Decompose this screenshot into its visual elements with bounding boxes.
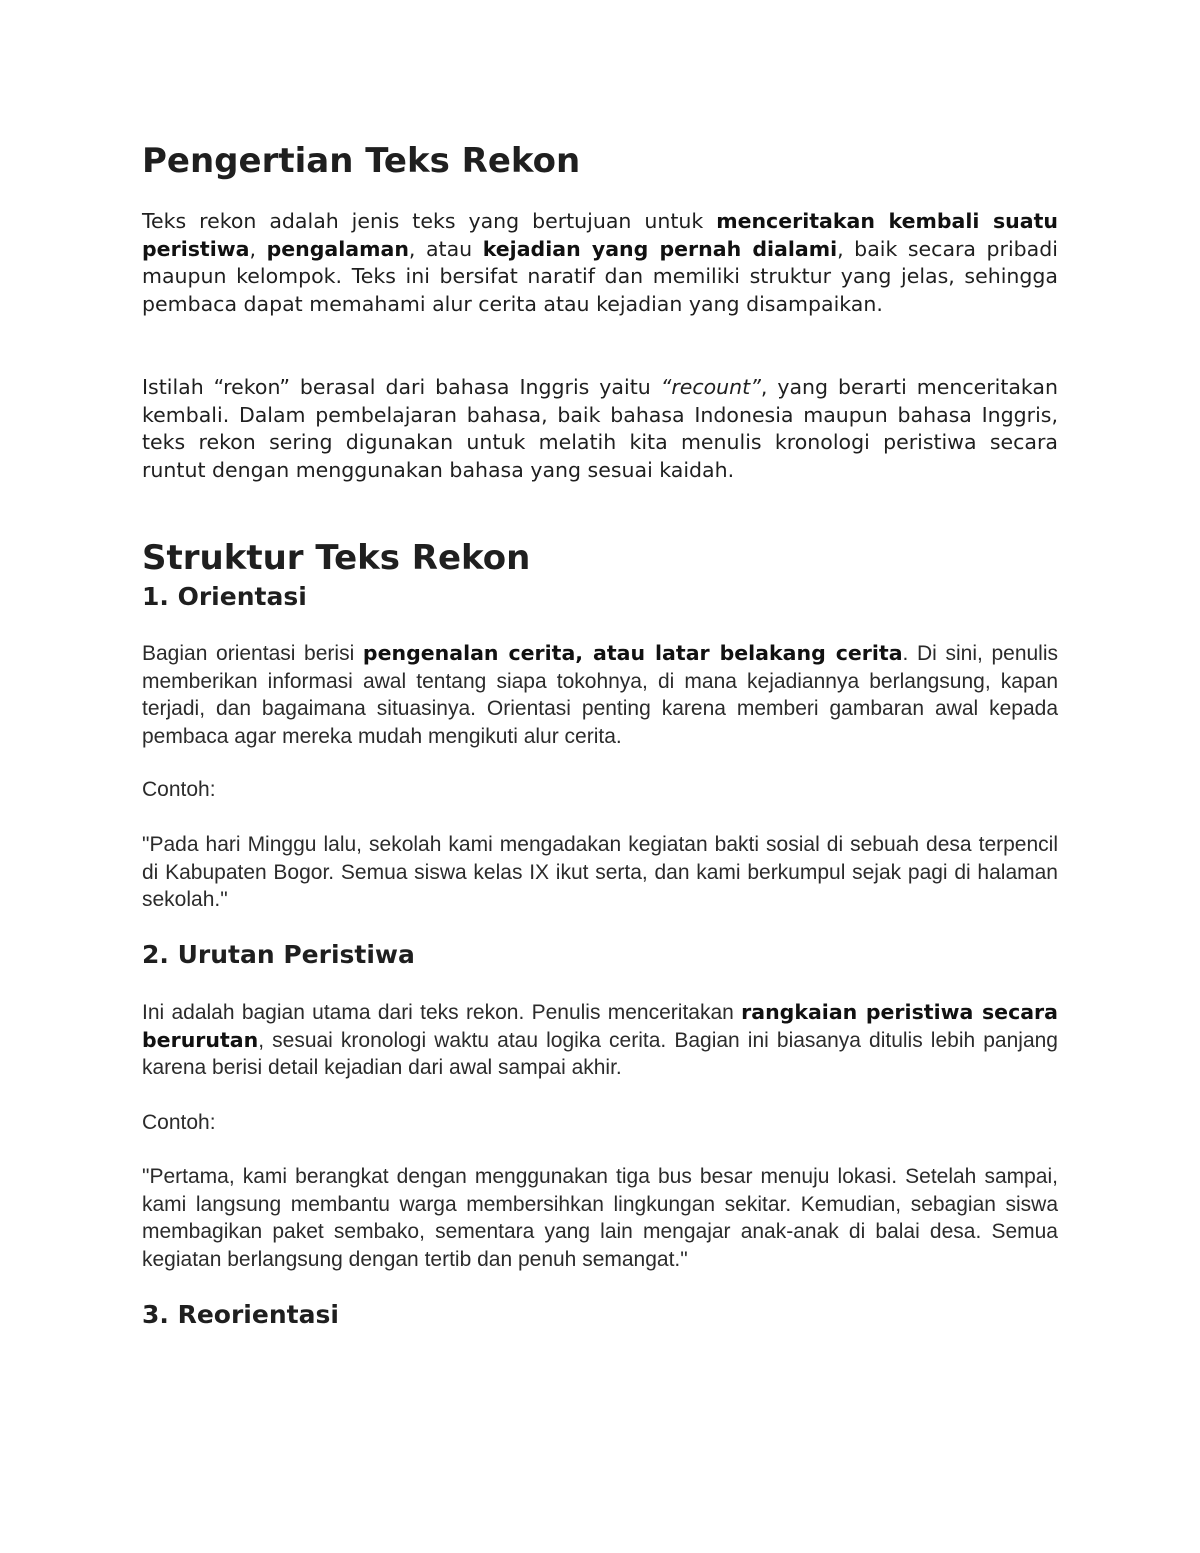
- orientasi-example: "Pada hari Minggu lalu, sekolah kami mengadakan kegiatan bakti sosial di sebuah desa terpencil di Kabupaten Bogor. Semua siswa kelas IX ikut serta, dan kami berkumpul sejak pagi di halaman sekolah.": [142, 833, 1058, 911]
- text-run: . Di sini, penulis memberikan informasi awal tentang siapa tokohnya, di mana kejadiannya berlangsung, kapan terjadi, dan bagaimana situasinya. Orientasi penting karena memberi gambaran awal kepada pembaca agar mereka mudah mengikuti alur cerita.: [142, 642, 1059, 748]
- bold-run: kejadian yang pernah dialami: [482, 236, 838, 261]
- section-title-pengertian: Pengertian Teks Rekon: [142, 141, 581, 181]
- text-run: Istilah “rekon” berasal dari bahasa Inggris yaitu: [142, 375, 661, 399]
- urutan-example-label: Contoh:: [142, 1111, 216, 1134]
- text-run: Ini adalah bagian utama dari teks rekon. Penulis menceritakan: [142, 1001, 742, 1024]
- orientasi-example-label: Contoh:: [142, 778, 216, 801]
- text-run: , yang berarti menceritakan kembali. Dalam pembelajaran bahasa, baik bahasa Indonesia maupun bahasa Inggris, teks rekon sering digunakan untuk melatih kita menulis kronologi peristiwa secara runtut dengan menggunakan bahasa yang sesuai kaidah.: [142, 375, 1058, 482]
- heading-orientasi: 1. Orientasi: [142, 582, 307, 611]
- etymology-paragraph: [142, 374, 1058, 484]
- heading-reorientasi: 3. Reorientasi: [142, 1300, 339, 1329]
- heading-urutan-peristiwa: 2. Urutan Peristiwa: [142, 940, 415, 969]
- urutan-example: "Pertama, kami berangkat dengan menggunakan tiga bus besar menuju lokasi. Setelah sampai, kami langsung membantu warga membersihkan lingkungan sekitar. Kemudian, sebagian siswa membagikan paket sembako, sementara yang lain mengajar anak-anak di balai desa. Semua kegiatan berlangsung dengan tertib dan penuh semangat.": [142, 1165, 1058, 1271]
- text-run: , sesuai kronologi waktu atau logika cerita. Bagian ini biasanya ditulis lebih panjang karena berisi detail kejadian dari awal sampai akhir.: [142, 1028, 1058, 1079]
- section-title-struktur: Struktur Teks Rekon: [142, 538, 531, 578]
- text-run: ,: [249, 236, 267, 261]
- bold-run: menceritakan kembali suatu peristiwa: [142, 209, 1059, 261]
- text-run: , atau: [408, 236, 483, 261]
- italic-run: “recount”: [660, 375, 761, 399]
- orientasi-paragraph: [142, 640, 1058, 750]
- text-run: Bagian orientasi berisi: [142, 642, 363, 665]
- urutan-paragraph: [142, 999, 1058, 1082]
- bold-run: pengalaman: [266, 236, 409, 261]
- definition-paragraph: [142, 208, 1058, 318]
- bold-run: rangkaian peristiwa secara berurutan: [142, 1000, 1058, 1052]
- text-run: Teks rekon adalah jenis teks yang bertujuan untuk: [142, 209, 717, 233]
- bold-run: pengenalan cerita, atau latar belakang cerita: [362, 641, 903, 665]
- text-run: , baik secara pribadi maupun kelompok. Teks ini bersifat naratif dan memiliki struktur yang jelas, sehingga pembaca dapat memahami alur cerita atau kejadian yang disampaikan.: [142, 236, 1058, 316]
